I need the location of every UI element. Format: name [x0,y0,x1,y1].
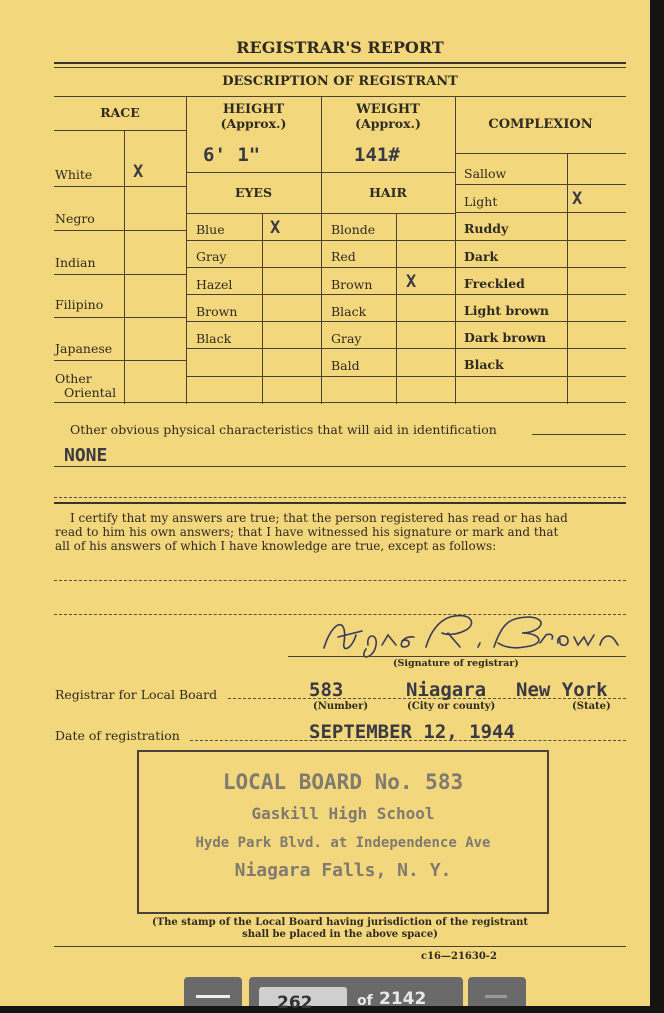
race-option-japanese: Japanese [55,341,113,356]
hair-row-rule [321,321,455,322]
eyes-option-gray: Gray [196,249,227,264]
complexion-option-black: Black [464,357,504,372]
complexion-row-rule [455,184,626,185]
eyes-row-rule [186,321,321,322]
signature-line [288,656,626,657]
stamp-note-1: (The stamp of the Local Board having jurisdiction of the registrant [151,917,529,928]
date-value: SEPTEMBER 12, 1944 [309,721,515,743]
other-characteristics-value: NONE [64,445,108,466]
signature-caption: (Signature of registrar) [393,658,519,669]
race-option-negro: Negro [55,211,95,226]
other-line-2 [54,497,626,498]
form-title: REGISTRAR'S REPORT [236,38,444,57]
hair-row-rule [321,267,455,268]
complexion-option-ruddy: Ruddy [464,221,509,236]
eyes-row-rule [186,267,321,268]
complexion-row-rule [455,348,626,349]
table-top-rule [54,96,626,97]
date-label: Date of registration [55,728,180,743]
complexion-row-rule [455,212,626,213]
other-line-1 [54,466,626,467]
title-rule-2 [54,67,626,68]
complexion-row-rule [455,267,626,268]
divider-race [186,96,187,404]
race-option-oriental: Oriental [64,385,117,400]
stamp-line-4: Niagara Falls, N. Y. [234,860,452,881]
form-subtitle: DESCRIPTION OF REGISTRANT [222,74,458,89]
hair-option-red: Red [331,249,356,264]
page-navigator [249,977,463,1013]
height-header: HEIGHT [222,102,285,117]
hair-row-rule [321,348,455,349]
current-page: 262 [277,993,313,1013]
bottom-rule [54,946,626,947]
total-pages: 2142 [379,989,427,1009]
complexion-option-sallow: Sallow [464,166,507,181]
complexion-option-light: Light [464,194,498,209]
weight-value: 141# [354,144,400,166]
hair-option-gray: Gray [331,331,362,346]
local-board-stamp [137,750,549,914]
stamp-line-1: LOCAL BOARD No. 583 [222,770,464,794]
divider-weight-complexion [455,96,456,404]
signature-image [318,603,628,663]
eyes-option-hazel: Hazel [196,277,233,292]
state-caption: (State) [572,701,611,712]
divider-race-mark [124,130,125,404]
eyes-option-brown: Brown [196,304,238,319]
hair-option-brown: Brown [331,277,373,292]
certify-line-3: all of his answers of which I have knowledge are true, except as follows: [55,539,497,553]
complexion-option-freckled: Freckled [464,276,525,291]
height-weight-rule [186,172,455,173]
race-header: RACE [100,105,140,120]
local-board-city: Niagara [406,679,487,701]
person-icon [485,995,507,1009]
title-rule [54,62,626,64]
hair-row-rule [321,240,455,241]
complexion-row-rule [455,376,626,377]
eyes-row-rule [186,294,321,295]
weight-approx: (Approx.) [355,116,421,131]
viewer-toolbar [0,975,650,1013]
race-row-rule [54,360,186,361]
race-row-rule [54,274,186,275]
divider-height-weight [321,96,322,404]
table-bottom-rule [54,402,626,403]
race-row-rule [54,186,186,187]
race-option-other: Other [55,371,92,386]
hair-option-blonde: Blonde [331,222,376,237]
certify-line-2: read to him his own answers; that I have witnessed his signature or mark and that [55,525,559,539]
local-board-label: Registrar for Local Board [55,687,218,702]
hair-header: HAIR [369,185,407,200]
page-number-input[interactable] [259,987,347,1013]
race-row-rule [54,230,186,231]
card-edge-shadow [650,0,664,1006]
race-option-filipino: Filipino [55,297,104,312]
eyes-blue-mark: X [270,218,281,238]
complexion-option-dark-brown: Dark brown [464,330,547,345]
local-board-number: 583 [309,679,344,701]
exception-line-1 [54,580,626,581]
divider-complexion-mark [567,153,568,404]
eyes-row-rule [186,348,321,349]
complexion-light-mark: X [572,189,583,209]
hair-option-black: Black [331,304,367,319]
complexion-row-rule [455,294,626,295]
eyes-option-black: Black [196,331,232,346]
grid-icon [196,995,230,1009]
number-caption: (Number) [313,701,369,712]
stamp-line-2: Gaskill High School [251,804,435,823]
city-caption: (City or county) [407,701,496,712]
race-white-mark: X [133,162,144,182]
race-header-rule [54,130,186,131]
stamp-line-3: Hyde Park Blvd. at Independence Ave [195,835,491,851]
height-approx: (Approx.) [220,116,287,131]
hair-option-bald: Bald [331,358,360,373]
registrar-signature [318,603,628,663]
certify-line-1: I certify that my answers are true; that the person registered has read or has had [70,511,568,525]
race-option-indian: Indian [55,255,96,270]
share-button[interactable] [468,977,526,1006]
height-value: 6' 1" [203,144,261,166]
hair-brown-mark: X [406,272,417,292]
hair-row-rule [321,376,455,377]
local-board-state: New York [516,679,608,701]
eyes-row-rule [186,376,321,377]
form-number: c16—21630-2 [421,951,497,962]
race-row-rule [54,317,186,318]
thumbnails-button[interactable] [184,977,242,1006]
race-option-white: White [55,167,93,182]
complexion-option-light-brown: Light brown [464,303,550,318]
eyes-hair-header-rule [186,213,455,214]
of-label: of [357,993,373,1009]
weight-header: WEIGHT [356,102,420,117]
stamp-note-2: shall be placed in the above space) [242,929,438,940]
complexion-row-rule [455,240,626,241]
eyes-header: EYES [234,185,272,200]
complexion-header-rule [455,153,626,154]
eyes-row-rule [186,240,321,241]
complexion-option-dark: Dark [464,249,499,264]
hair-row-rule [321,294,455,295]
eyes-option-blue: Blue [196,222,225,237]
complexion-header: COMPLEXION [488,117,593,132]
other-characteristics-rule [532,434,626,435]
complexion-row-rule [455,321,626,322]
other-characteristics-label: Other obvious physical characteristics that will aid in identification [70,422,497,437]
section-rule [54,502,626,504]
